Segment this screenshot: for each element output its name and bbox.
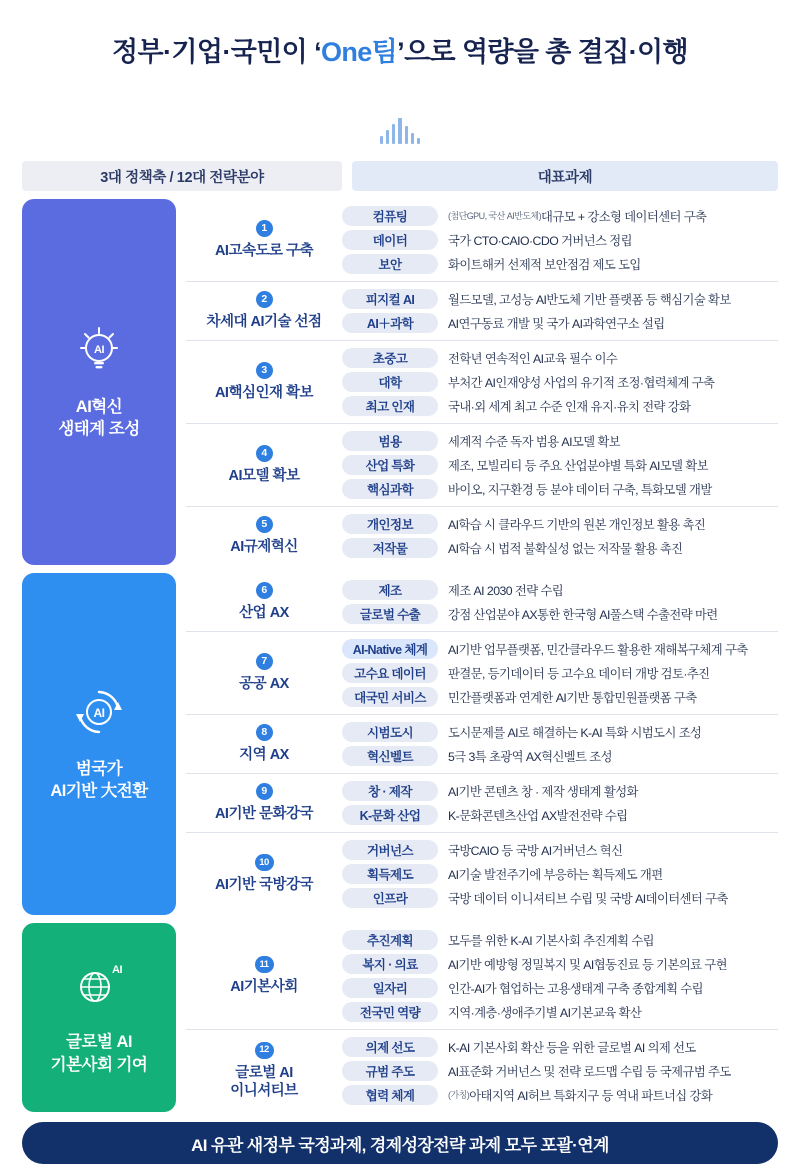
task-item bbox=[342, 538, 778, 558]
task-item bbox=[342, 348, 778, 368]
page-title bbox=[22, 30, 778, 69]
svg-text:AI: AI bbox=[94, 343, 104, 356]
decorative-bar-chart-icon bbox=[380, 118, 420, 144]
task-item bbox=[342, 781, 778, 801]
task-description bbox=[448, 539, 683, 557]
task-description bbox=[448, 931, 654, 949]
task-tag: 복지 · 의료 bbox=[342, 954, 438, 974]
strategy-field-label bbox=[186, 840, 342, 908]
task-description bbox=[448, 640, 748, 658]
task-tag: 개인정보 bbox=[342, 514, 438, 534]
strategy-field-label bbox=[186, 514, 342, 558]
task-description bbox=[448, 1086, 712, 1104]
strategy-field-label bbox=[186, 348, 342, 416]
task-description bbox=[448, 664, 710, 682]
task-list bbox=[342, 639, 778, 707]
strategy-field-number: 7 bbox=[256, 653, 273, 670]
strategy-field-row bbox=[186, 1030, 778, 1112]
task-list bbox=[342, 206, 778, 274]
task-list bbox=[342, 431, 778, 499]
strategy-field-list bbox=[186, 573, 778, 915]
task-item bbox=[342, 479, 778, 499]
task-description-text: AI기술 발전주기에 부응하는 획득제도 개편 bbox=[448, 868, 663, 882]
policy-axis-title-line1: 범국가 bbox=[75, 759, 123, 778]
strategy-field-row bbox=[186, 573, 778, 632]
strategy-field-title-line1: 공공 AX bbox=[239, 675, 289, 692]
policy-axis-1 bbox=[22, 199, 176, 565]
task-item bbox=[342, 663, 778, 683]
title-tail: 으로 역량을 총 결집·이행 bbox=[404, 37, 688, 67]
task-description bbox=[448, 889, 728, 907]
task-tag: 고수요 데이터 bbox=[342, 663, 438, 683]
strategy-field-title-line2: 이니셔티브 bbox=[230, 1083, 298, 1099]
task-tag: 혁신벨트 bbox=[342, 746, 438, 766]
task-description-text: K-문화콘텐츠산업 AX발전전략 수립 bbox=[448, 809, 628, 823]
task-item bbox=[342, 978, 778, 998]
header-representative-tasks: 대표과제 bbox=[352, 161, 778, 191]
strategy-field-number: 6 bbox=[256, 582, 273, 599]
task-description-note: (가칭) bbox=[448, 1090, 470, 1100]
strategy-field-number: 4 bbox=[256, 445, 273, 462]
task-description-text: AI기반 콘텐츠 창 · 제작 생태계 활성화 bbox=[448, 785, 638, 799]
strategy-field-title-line1: 지역 AX bbox=[239, 746, 289, 763]
task-list bbox=[342, 1037, 778, 1105]
task-tag: 데이터 bbox=[342, 230, 438, 250]
task-description-text: AI기반 예방형 정밀복지 및 AI협동진료 등 기본의료 구현 bbox=[448, 958, 728, 972]
task-description-text: 부처간 AI인재양성 사업의 유기적 조정·협력체계 구축 bbox=[448, 376, 715, 390]
task-description-text: AI학습 시 클라우드 기반의 원본 개인정보 활용 촉진 bbox=[448, 518, 706, 532]
policy-axis-title-line1: AI혁신 bbox=[75, 397, 123, 416]
task-tag: 협력 체계 bbox=[342, 1085, 438, 1105]
strategy-field-label bbox=[186, 431, 342, 499]
task-item bbox=[342, 954, 778, 974]
policy-axis-3 bbox=[22, 923, 176, 1112]
task-description-text: 대규모 + 강소형 데이터센터 구축 bbox=[541, 210, 707, 224]
task-item bbox=[342, 455, 778, 475]
header-policy-axes: 3대 정책축 / 12대 전략분야 bbox=[22, 161, 342, 191]
task-description-text: 강점 산업분야 AX통한 한국형 AI풀스택 수출전략 마련 bbox=[448, 608, 718, 622]
task-list bbox=[342, 289, 778, 333]
task-description bbox=[448, 290, 731, 308]
task-description-text: 도시문제를 AI로 해결하는 K-AI 특화 시범도시 조성 bbox=[448, 726, 702, 740]
task-tag: 대국민 서비스 bbox=[342, 687, 438, 707]
task-description-text: 판결문, 등기데이터 등 고수요 데이터 개방 검토·추진 bbox=[448, 667, 710, 681]
task-tag: 시범도시 bbox=[342, 722, 438, 742]
task-description bbox=[448, 979, 703, 997]
policy-band bbox=[22, 573, 778, 915]
footer-banner: AI 유관 새정부 국정과제, 경제성장전략 과제 모두 포괄·연계 bbox=[22, 1122, 778, 1164]
task-list bbox=[342, 722, 778, 766]
task-description bbox=[448, 747, 612, 765]
task-item bbox=[342, 1037, 778, 1057]
task-tag: 보안 bbox=[342, 254, 438, 274]
strategy-field-row bbox=[186, 341, 778, 424]
task-tag: 산업 특화 bbox=[342, 455, 438, 475]
column-headers bbox=[22, 161, 778, 191]
task-description-text: 바이오, 지구환경 등 분야 데이터 구축, 특화모델 개발 bbox=[448, 483, 712, 497]
task-tag: 규범 주도 bbox=[342, 1061, 438, 1081]
task-tag: 추진계획 bbox=[342, 930, 438, 950]
strategy-field-label bbox=[186, 930, 342, 1022]
task-item bbox=[342, 888, 778, 908]
policy-axis-title-line2: 기본사회 기여 bbox=[50, 1055, 148, 1074]
strategy-field-row bbox=[186, 833, 778, 915]
strategy-field-list bbox=[186, 923, 778, 1112]
strategy-field-label bbox=[186, 781, 342, 825]
task-description-text: 국가 CTO·CAIO·CDO 거버넌스 정립 bbox=[448, 234, 632, 248]
task-tag: K-문화 산업 bbox=[342, 805, 438, 825]
task-list bbox=[342, 348, 778, 416]
task-list bbox=[342, 840, 778, 908]
strategy-field-title-line1: AI핵심인재 확보 bbox=[214, 384, 314, 401]
strategy-field-row bbox=[186, 774, 778, 833]
policy-axis-title-line2: 생태계 조성 bbox=[58, 420, 140, 439]
task-description bbox=[448, 1062, 731, 1080]
strategy-field-row bbox=[186, 632, 778, 715]
policy-axis-title-line2: AI기반 大전환 bbox=[50, 782, 148, 801]
strategy-field-row bbox=[186, 282, 778, 341]
infographic-page bbox=[0, 30, 800, 1161]
task-tag: 핵심과학 bbox=[342, 479, 438, 499]
task-description-text: AI학습 시 법적 불확실성 없는 저작물 활용 촉진 bbox=[448, 542, 683, 556]
strategy-field-title-line1: AI모델 확보 bbox=[228, 467, 300, 484]
strategy-field-list bbox=[186, 199, 778, 565]
task-item bbox=[342, 514, 778, 534]
strategy-field-title-line1: 산업 AX bbox=[239, 604, 289, 621]
strategy-field-title-line1: 글로벌 AI bbox=[235, 1064, 293, 1081]
task-description-text: 모두를 위한 K-AI 기본사회 추진계획 수립 bbox=[448, 934, 654, 948]
task-list bbox=[342, 930, 778, 1022]
title-quote-close: ’ bbox=[397, 37, 405, 67]
strategy-field-number: 1 bbox=[256, 220, 273, 237]
policy-axis-2 bbox=[22, 573, 176, 915]
strategy-field-number: 12 bbox=[255, 1042, 274, 1059]
strategy-field-label bbox=[186, 1037, 342, 1105]
task-description bbox=[448, 1003, 641, 1021]
task-description bbox=[448, 314, 665, 332]
strategy-field-number: 9 bbox=[256, 783, 273, 800]
strategy-field-number: 10 bbox=[255, 854, 274, 871]
task-tag: 범용 bbox=[342, 431, 438, 451]
task-tag: 전국민 역량 bbox=[342, 1002, 438, 1022]
task-description bbox=[448, 456, 708, 474]
task-description-text: 제조, 모빌리티 등 주요 산업분야별 특화 AI모델 확보 bbox=[448, 459, 709, 473]
task-tag: AI-Native 체계 bbox=[342, 639, 438, 659]
task-description-text: 전학년 연속적인 AI교육 필수 이수 bbox=[448, 352, 618, 366]
task-description-text: AI연구동료 개발 및 국가 AI과학연구소 설립 bbox=[448, 317, 665, 331]
task-description bbox=[448, 373, 714, 391]
task-description bbox=[448, 231, 632, 249]
task-description bbox=[448, 865, 663, 883]
task-list bbox=[342, 781, 778, 825]
task-item bbox=[342, 230, 778, 250]
task-description bbox=[448, 207, 706, 225]
strategy-field-row bbox=[186, 715, 778, 774]
task-tag: 대학 bbox=[342, 372, 438, 392]
task-item bbox=[342, 1002, 778, 1022]
task-item bbox=[342, 1061, 778, 1081]
task-item bbox=[342, 1085, 778, 1105]
task-description bbox=[448, 397, 690, 415]
strategy-field-number: 11 bbox=[255, 956, 274, 973]
strategy-field-row bbox=[186, 199, 778, 282]
bands-container bbox=[22, 199, 778, 1112]
task-item bbox=[342, 289, 778, 309]
strategy-field-title-line1: AI규제혁신 bbox=[230, 538, 298, 555]
task-description bbox=[448, 432, 620, 450]
task-description-text: 5극 3특 초광역 AX혁신벨트 조성 bbox=[448, 750, 612, 764]
task-item bbox=[342, 604, 778, 624]
task-item bbox=[342, 372, 778, 392]
strategy-field-row bbox=[186, 507, 778, 565]
task-tag: 획득제도 bbox=[342, 864, 438, 884]
strategy-field-number: 8 bbox=[256, 724, 273, 741]
task-tag: 컴퓨팅 bbox=[342, 206, 438, 226]
task-description bbox=[448, 255, 641, 273]
task-tag: 피지컬 AI bbox=[342, 289, 438, 309]
task-item bbox=[342, 864, 778, 884]
task-description-text: 월드모델, 고성능 AI반도체 기반 플랫폼 등 핵심기술 확보 bbox=[448, 293, 731, 307]
strategy-field-title-line1: AI기반 문화강국 bbox=[214, 805, 314, 822]
task-description bbox=[448, 782, 638, 800]
title-highlight: One팀 bbox=[320, 37, 398, 67]
title-lead: 정부·기업·국민이 bbox=[112, 37, 315, 67]
strategy-field-label bbox=[186, 722, 342, 766]
task-list bbox=[342, 514, 778, 558]
task-description bbox=[448, 581, 563, 599]
task-item bbox=[342, 206, 778, 226]
task-description-text: 화이트해커 선제적 보안점검 제도 도입 bbox=[448, 258, 641, 272]
task-description-text: 인간-AI가 협업하는 고용생태계 구축 종합계획 수립 bbox=[448, 982, 703, 996]
task-description-text: 지역·계층·생애주기별 AI기본교육 확산 bbox=[448, 1006, 642, 1020]
ai-bulb-icon bbox=[73, 324, 125, 382]
task-item bbox=[342, 254, 778, 274]
task-item bbox=[342, 805, 778, 825]
ai-globe-icon bbox=[71, 959, 127, 1017]
task-tag: 최고 인재 bbox=[342, 396, 438, 416]
policy-band bbox=[22, 923, 778, 1112]
strategy-field-title-line1: AI고속도로 구축 bbox=[214, 242, 314, 259]
strategy-field-title-line1: 차세대 AI기술 선점 bbox=[206, 313, 322, 330]
task-description bbox=[448, 515, 705, 533]
task-item bbox=[342, 746, 778, 766]
task-description-text: 제조 AI 2030 전략 수립 bbox=[448, 584, 564, 598]
task-tag: 저작물 bbox=[342, 538, 438, 558]
task-description bbox=[448, 480, 712, 498]
svg-text:AI: AI bbox=[93, 705, 105, 720]
task-item bbox=[342, 687, 778, 707]
task-description-note: (첨단GPU, 국산 AI반도체) bbox=[448, 211, 542, 221]
task-description bbox=[448, 688, 697, 706]
task-tag: AI＋과학 bbox=[342, 313, 438, 333]
task-item bbox=[342, 722, 778, 742]
strategy-field-title-line1: AI기반 국방강국 bbox=[214, 876, 314, 893]
task-description-text: 국내·외 세계 최고 수준 인재 유지·유치 전략 강화 bbox=[448, 400, 691, 414]
task-tag: 일자리 bbox=[342, 978, 438, 998]
title-quote-open: ‘ bbox=[314, 37, 321, 67]
task-item bbox=[342, 396, 778, 416]
strategy-field-title-line1: AI기본사회 bbox=[230, 978, 298, 995]
task-tag: 거버넌스 bbox=[342, 840, 438, 860]
task-item bbox=[342, 639, 778, 659]
task-description-text: 세계적 수준 독자 범용 AI모델 확보 bbox=[448, 435, 621, 449]
strategy-field-label bbox=[186, 289, 342, 333]
task-description-text: AI기반 업무플랫폼, 민간클라우드 활용한 재해복구체계 구축 bbox=[448, 643, 748, 657]
task-description bbox=[448, 806, 628, 824]
task-item bbox=[342, 313, 778, 333]
task-tag: 글로벌 수출 bbox=[342, 604, 438, 624]
task-description-text: 아태지역 AI허브 특화지구 등 역내 파트너십 강화 bbox=[469, 1089, 713, 1103]
task-item bbox=[342, 580, 778, 600]
strategy-field-row bbox=[186, 923, 778, 1030]
task-tag: 제조 bbox=[342, 580, 438, 600]
svg-text:AI: AI bbox=[112, 964, 122, 977]
task-tag: 인프라 bbox=[342, 888, 438, 908]
ai-cycle-icon bbox=[73, 686, 125, 744]
task-description-text: AI표준화 거버넌스 및 전략 로드맵 수립 등 국제규범 주도 bbox=[448, 1065, 731, 1079]
task-description-text: 국방 데이터 이니셔티브 수립 및 국방 AI데이터센터 구축 bbox=[448, 892, 728, 906]
task-description bbox=[448, 723, 701, 741]
task-description bbox=[448, 605, 718, 623]
strategy-field-label bbox=[186, 639, 342, 707]
strategy-field-row bbox=[186, 424, 778, 507]
task-tag: 초중고 bbox=[342, 348, 438, 368]
task-description bbox=[448, 955, 727, 973]
strategy-field-label bbox=[186, 580, 342, 624]
task-description-text: 국방CAIO 등 국방 AI거버넌스 혁신 bbox=[448, 844, 623, 858]
task-item bbox=[342, 840, 778, 860]
strategy-field-number: 3 bbox=[256, 362, 273, 379]
strategy-field-number: 5 bbox=[256, 516, 273, 533]
task-item bbox=[342, 930, 778, 950]
task-tag: 창 · 제작 bbox=[342, 781, 438, 801]
task-description-text: K-AI 기본사회 확산 등을 위한 글로벌 AI 의제 선도 bbox=[448, 1041, 696, 1055]
task-description bbox=[448, 1038, 696, 1056]
policy-axis-title-line1: 글로벌 AI bbox=[66, 1033, 132, 1052]
task-tag: 의제 선도 bbox=[342, 1037, 438, 1057]
task-description bbox=[448, 841, 622, 859]
policy-band bbox=[22, 199, 778, 565]
task-description bbox=[448, 349, 617, 367]
strategy-field-label bbox=[186, 206, 342, 274]
task-description-text: 민간플랫폼과 연계한 AI기반 통합민원플랫폼 구축 bbox=[448, 691, 697, 705]
task-list bbox=[342, 580, 778, 624]
task-item bbox=[342, 431, 778, 451]
strategy-field-number: 2 bbox=[256, 291, 273, 308]
